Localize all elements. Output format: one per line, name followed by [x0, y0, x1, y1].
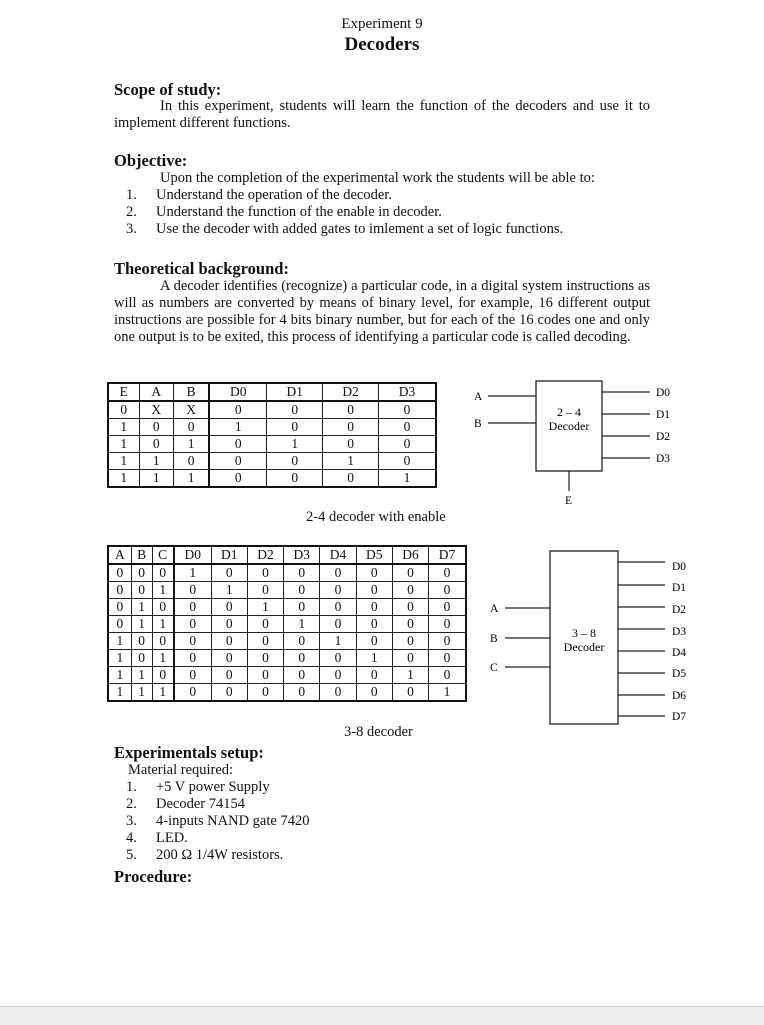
table-cell: 0	[392, 650, 428, 667]
output-d3-label: D3	[656, 453, 671, 465]
table-cell: 0	[174, 650, 211, 667]
enable-label: E	[565, 495, 573, 507]
input-b-label: B	[474, 418, 482, 430]
table-cell: 0	[267, 419, 323, 436]
table-cell: 0	[173, 453, 209, 470]
table-cell: D7	[429, 546, 466, 564]
table-cell: 0	[320, 667, 356, 684]
table-cell: D4	[320, 546, 356, 564]
table-row	[108, 564, 466, 582]
list-item: 1. +5 V power Supply	[126, 779, 270, 795]
list-item: 3. 4-inputs NAND gate 7420	[126, 813, 310, 829]
table-cell: 0	[356, 582, 392, 599]
table-cell: 1	[379, 470, 437, 488]
table-cell: D3	[379, 383, 437, 401]
objective-heading: Objective:	[114, 151, 188, 170]
viewer-bottom-bar	[0, 1006, 764, 1025]
table-cell: 0	[392, 564, 428, 582]
table-cell: 0	[211, 564, 247, 582]
table-cell: 0	[429, 564, 466, 582]
table-cell: 0	[211, 667, 247, 684]
output-d3-label: D3	[672, 626, 687, 638]
page-title: Decoders	[344, 34, 420, 55]
table-cell: 0	[247, 633, 283, 650]
table-cell: 1	[108, 419, 139, 436]
table-cell: 1	[152, 582, 174, 599]
table-cell: 0	[209, 470, 266, 488]
scope-text: In this experiment, students will learn the function of the decoders and use it to implement different functions.	[114, 98, 650, 131]
table-cell: 1	[152, 650, 174, 667]
table-cell: 1	[173, 470, 209, 488]
table2-caption: 3-8 decoder	[344, 724, 413, 740]
table-cell: 0	[152, 564, 174, 582]
table-cell: 1	[209, 419, 266, 436]
table-cell: 0	[379, 436, 437, 453]
table-cell: 1	[392, 667, 428, 684]
table-cell: 1	[139, 453, 173, 470]
table-cell: 0	[108, 582, 131, 599]
table-cell: 0	[131, 633, 152, 650]
table-cell: 0	[356, 667, 392, 684]
table-cell: 0	[267, 401, 323, 419]
table-cell: 1	[320, 633, 356, 650]
table-cell: 1	[108, 436, 139, 453]
table-row	[108, 650, 466, 667]
table-cell: 0	[356, 633, 392, 650]
decoder-3to8-label-2: Decoder	[563, 640, 605, 654]
table-cell: 1	[131, 684, 152, 702]
table-row	[108, 401, 436, 419]
output-d2-label: D2	[672, 604, 687, 616]
table-header-row	[108, 383, 436, 401]
output-d4-label: D4	[672, 647, 687, 659]
table-cell: 1	[247, 599, 283, 616]
table-cell: B	[131, 546, 152, 564]
table-cell: 0	[320, 564, 356, 582]
table-cell: 0	[139, 436, 173, 453]
table-row	[108, 470, 436, 488]
table-cell: 1	[152, 616, 174, 633]
table-cell: 0	[247, 582, 283, 599]
table-cell: 1	[131, 616, 152, 633]
objective-list	[114, 187, 654, 238]
table-cell: 0	[174, 599, 211, 616]
table-cell: 0	[379, 453, 437, 470]
table-cell: 0	[429, 633, 466, 650]
table-row	[108, 419, 436, 436]
table-cell: C	[152, 546, 174, 564]
decoder-2to4-label-2: Decoder	[548, 419, 590, 433]
table-cell: 1	[108, 453, 139, 470]
decoder-2to4-label-1: 2 – 4	[557, 405, 581, 419]
output-d7-label: D7	[672, 711, 687, 723]
table-cell: 0	[247, 616, 283, 633]
table-cell: 0	[320, 650, 356, 667]
list-item: 5. 200 Ω 1/4W resistors.	[126, 847, 284, 863]
table-cell: 0	[267, 470, 323, 488]
table-cell: D5	[356, 546, 392, 564]
objective-intro: Upon the completion of the experimental work the students will be able to:	[160, 170, 595, 186]
background-text: A decoder identifies (recognize) a particular code, in a digital system instructions as will as numbers are converted by means of binary level, for example, 16 different output instructions are possible for 4 bits binary number, but for each of the 16 codes one and only one output is to be exited, this process of identifying a particular code is called decoding.	[114, 278, 650, 345]
table-cell: 1	[108, 633, 131, 650]
table-cell: 0	[174, 582, 211, 599]
table-row	[108, 684, 466, 702]
table-cell: 0	[429, 650, 466, 667]
table-cell: D3	[284, 546, 320, 564]
table-cell: 0	[284, 582, 320, 599]
table-cell: 0	[152, 633, 174, 650]
table-cell: 1	[139, 470, 173, 488]
table-cell: 0	[211, 616, 247, 633]
truth-table-3to8	[107, 545, 467, 702]
table-cell: 0	[284, 667, 320, 684]
table-cell: 1	[108, 470, 139, 488]
table-cell: 1	[108, 684, 131, 702]
input-c-label: C	[490, 662, 498, 674]
table-cell: 1	[131, 599, 152, 616]
decoder-2to4-diagram	[468, 378, 688, 510]
list-item: 2. Decoder 74154	[126, 796, 245, 812]
table-cell: 0	[174, 667, 211, 684]
table-cell: 1	[323, 453, 379, 470]
output-d5-label: D5	[672, 668, 687, 680]
output-d0-label: D0	[672, 561, 687, 573]
table-cell: 0	[152, 667, 174, 684]
table-cell: 1	[267, 436, 323, 453]
table-cell: 0	[211, 650, 247, 667]
table-cell: 0	[247, 650, 283, 667]
setup-heading: Experimentals setup:	[114, 743, 264, 762]
list-item: 3. Use the decoder with added gates to imlement a set of logic functions.	[126, 221, 564, 237]
table-cell: 0	[209, 436, 266, 453]
output-d2-label: D2	[656, 431, 671, 443]
table-cell: 0	[247, 564, 283, 582]
table-cell: D1	[211, 546, 247, 564]
table-cell: 0	[209, 453, 266, 470]
table-cell: 0	[392, 582, 428, 599]
table-row	[108, 453, 436, 470]
table-cell: 1	[429, 684, 466, 702]
table-cell: 0	[320, 684, 356, 702]
table-cell: 0	[108, 564, 131, 582]
table-cell: A	[139, 383, 173, 401]
table-cell: 0	[173, 419, 209, 436]
table-cell: 0	[211, 599, 247, 616]
table-cell: 0	[429, 667, 466, 684]
table-cell: 0	[247, 667, 283, 684]
table-cell: 0	[392, 599, 428, 616]
table-cell: 0	[284, 564, 320, 582]
table-cell: 0	[356, 684, 392, 702]
table-cell: 1	[152, 684, 174, 702]
table-cell: 0	[429, 599, 466, 616]
table-cell: 0	[209, 401, 266, 419]
background-heading: Theoretical background:	[114, 259, 289, 278]
table-cell: D2	[323, 383, 379, 401]
output-d1-label: D1	[672, 582, 687, 594]
table-cell: X	[173, 401, 209, 419]
table-row	[108, 633, 466, 650]
table-cell: 0	[392, 684, 428, 702]
table-cell: 0	[323, 419, 379, 436]
table-cell: 0	[392, 633, 428, 650]
table-cell: D1	[267, 383, 323, 401]
table-cell: 0	[108, 401, 139, 419]
table-cell: 0	[320, 616, 356, 633]
table-row	[108, 582, 466, 599]
table-cell: 0	[267, 453, 323, 470]
table-header-row	[108, 546, 466, 564]
table-cell: 0	[356, 599, 392, 616]
table-cell: 0	[323, 470, 379, 488]
decoder-3to8-diagram	[485, 548, 705, 730]
table-cell: 0	[284, 599, 320, 616]
table-cell: 0	[379, 419, 437, 436]
table-cell: 0	[211, 684, 247, 702]
table-cell: E	[108, 383, 139, 401]
table-cell: D0	[174, 546, 211, 564]
table-cell: 1	[211, 582, 247, 599]
table-cell: 0	[320, 599, 356, 616]
table-cell: 1	[174, 564, 211, 582]
table-cell: 0	[392, 616, 428, 633]
table-cell: 1	[131, 667, 152, 684]
table1-caption: 2-4 decoder with enable	[306, 509, 446, 525]
table-cell: 0	[429, 582, 466, 599]
table-row	[108, 616, 466, 633]
procedure-heading: Procedure:	[114, 867, 193, 886]
table-row	[108, 667, 466, 684]
table-cell: 0	[139, 419, 173, 436]
scope-heading: Scope of study:	[114, 80, 222, 99]
setup-subheading: Material required:	[128, 762, 234, 778]
materials-list	[114, 779, 514, 864]
table-cell: 0	[152, 599, 174, 616]
list-item: 4. LED.	[126, 830, 188, 846]
table-cell: 0	[356, 616, 392, 633]
table-cell: 1	[284, 616, 320, 633]
table-cell: 0	[284, 650, 320, 667]
table-cell: D2	[247, 546, 283, 564]
table-cell: 0	[247, 684, 283, 702]
table-cell: 0	[429, 616, 466, 633]
table-cell: 0	[108, 616, 131, 633]
table-cell: 0	[356, 564, 392, 582]
table-row	[108, 599, 466, 616]
table-cell: 0	[131, 650, 152, 667]
decoder-3to8-label-1: 3 – 8	[572, 626, 596, 640]
table-cell: D0	[209, 383, 266, 401]
list-item: 2. Understand the function of the enable in decoder.	[126, 204, 442, 220]
table-cell: 0	[131, 564, 152, 582]
table-cell: 0	[174, 684, 211, 702]
table-cell: 0	[131, 582, 152, 599]
table-cell: 1	[108, 667, 131, 684]
table-cell: B	[173, 383, 209, 401]
table-cell: D6	[392, 546, 428, 564]
input-b-label: B	[490, 633, 498, 645]
truth-table-2to4	[107, 382, 437, 488]
table-cell: 0	[323, 436, 379, 453]
experiment-number: Experiment 9	[341, 16, 423, 32]
table-cell: 1	[108, 650, 131, 667]
table-cell: 1	[173, 436, 209, 453]
table-cell: 0	[379, 401, 437, 419]
table-cell: A	[108, 546, 131, 564]
table-cell: 1	[356, 650, 392, 667]
table-cell: X	[139, 401, 173, 419]
table-cell: 0	[323, 401, 379, 419]
input-a-label: A	[474, 391, 483, 403]
table-cell: 0	[284, 633, 320, 650]
input-a-label: A	[490, 603, 499, 615]
table-cell: 0	[284, 684, 320, 702]
table-cell: 0	[108, 599, 131, 616]
output-d0-label: D0	[656, 387, 671, 399]
table-row	[108, 436, 436, 453]
list-item: 1. Understand the operation of the decoder.	[126, 187, 392, 203]
output-d1-label: D1	[656, 409, 671, 421]
table-cell: 0	[211, 633, 247, 650]
output-d6-label: D6	[672, 690, 687, 702]
table-cell: 0	[174, 633, 211, 650]
table-cell: 0	[174, 616, 211, 633]
table-cell: 0	[320, 582, 356, 599]
